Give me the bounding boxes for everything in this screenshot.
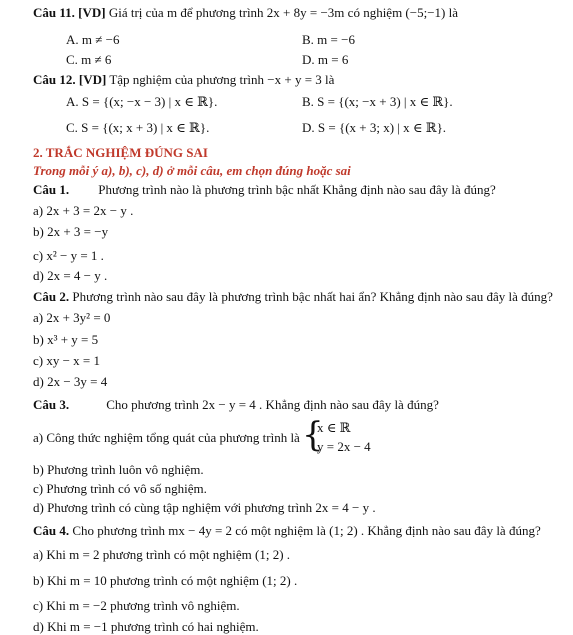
tf-question-3-text: Cho phương trình 2x − y = 4 . Khẳng định nào sau đây là đúng?: [106, 397, 439, 412]
tf4-item-a: a) Khi m = 2 phương trình có một nghiệm (1; 2) .: [33, 547, 291, 562]
question-11-head: Câu 11. [VD]: [33, 5, 106, 20]
q11-option-a: A. m ≠ −6: [66, 32, 120, 47]
q12-option-b: B. S = {(x; −x + 3) | x ∈ ℝ}.: [302, 94, 453, 109]
question-12: [33, 72, 334, 88]
tf-question-4-head: Câu 4.: [33, 523, 70, 538]
tf-question-2: [33, 289, 553, 305]
system-line-2: y = 2x − 4: [317, 439, 371, 454]
system-brace: {: [302, 415, 324, 455]
tf4-item-b: b) Khi m = 10 phương trình có một nghiệm (1; 2) .: [33, 573, 298, 588]
q12-option-c: C. S = {(x; x + 3) | x ∈ ℝ}.: [66, 120, 210, 135]
system-line-1: x ∈ ℝ: [317, 420, 351, 435]
tf1-item-c: c) x² − y = 1 .: [33, 248, 104, 263]
tf4-item-d: d) Khi m = −1 phương trình có hai nghiệm.: [33, 619, 259, 634]
tf-question-1-head: Câu 1.: [33, 182, 70, 197]
q12-option-d: D. S = {(x + 3; x) | x ∈ ℝ}.: [302, 120, 447, 135]
tf-question-2-head: Câu 2.: [33, 289, 70, 304]
section-2-instruction: Trong mỗi ý a), b), c), d) ở mỗi câu, em chọn đúng hoặc sai: [33, 163, 351, 178]
q11-option-d: D. m = 6: [302, 52, 349, 67]
tf-question-3: [33, 397, 439, 413]
tf2-item-c: c) xy − x = 1: [33, 353, 101, 368]
tf1-item-a: a) 2x + 3 = 2x − y .: [33, 203, 134, 218]
tf1-item-b: b) 2x + 3 = −y: [33, 224, 109, 239]
question-12-head: Câu 12. [VD]: [33, 72, 107, 87]
tf2-item-d: d) 2x − 3y = 4: [33, 374, 108, 389]
tf2-item-a: a) 2x + 3y² = 0: [33, 310, 111, 325]
tf-question-1-text: Phương trình nào là phương trình bậc nhất Khẳng định nào sau đây là đúng?: [98, 182, 496, 197]
question-11-text: Giá trị của m để phương trình 2x + 8y = −3m có nghiệm (−5;−1) là: [108, 5, 458, 20]
tf3-item-c: c) Phương trình có vô số nghiệm.: [33, 481, 207, 496]
tf2-item-b: b) x³ + y = 5: [33, 332, 99, 347]
tf3-item-a: a) Công thức nghiệm tổng quát của phương trình là: [33, 430, 300, 445]
tf1-item-d: d) 2x = 4 − y .: [33, 268, 108, 283]
q12-option-a: A. S = {(x; −x − 3) | x ∈ ℝ}.: [66, 94, 218, 109]
question-11: [33, 5, 458, 21]
tf3-item-d: d) Phương trình có cùng tập nghiệm với phương trình 2x = 4 − y .: [33, 500, 376, 515]
tf-question-3-head: Câu 3.: [33, 397, 70, 412]
q11-option-c: C. m ≠ 6: [66, 52, 112, 67]
tf-question-4-text: Cho phương trình mx − 4y = 2 có một nghiệm là (1; 2) . Khẳng định nào sau đây là đúng?: [72, 523, 541, 538]
tf-question-1: [33, 182, 496, 198]
q11-option-b: B. m = −6: [302, 32, 355, 47]
section-2-title: 2. TRẮC NGHIỆM ĐÚNG SAI: [33, 145, 208, 160]
question-12-text: Tập nghiệm của phương trình −x + y = 3 là: [109, 72, 335, 87]
tf-question-4: [33, 523, 541, 539]
tf-question-2-text: Phương trình nào sau đây là phương trình bậc nhất hai ẩn? Khẳng định nào sau đây là đúng?: [72, 289, 553, 304]
tf3-item-b: b) Phương trình luôn vô nghiệm.: [33, 462, 204, 477]
tf4-item-c: c) Khi m = −2 phương trình vô nghiệm.: [33, 598, 240, 613]
